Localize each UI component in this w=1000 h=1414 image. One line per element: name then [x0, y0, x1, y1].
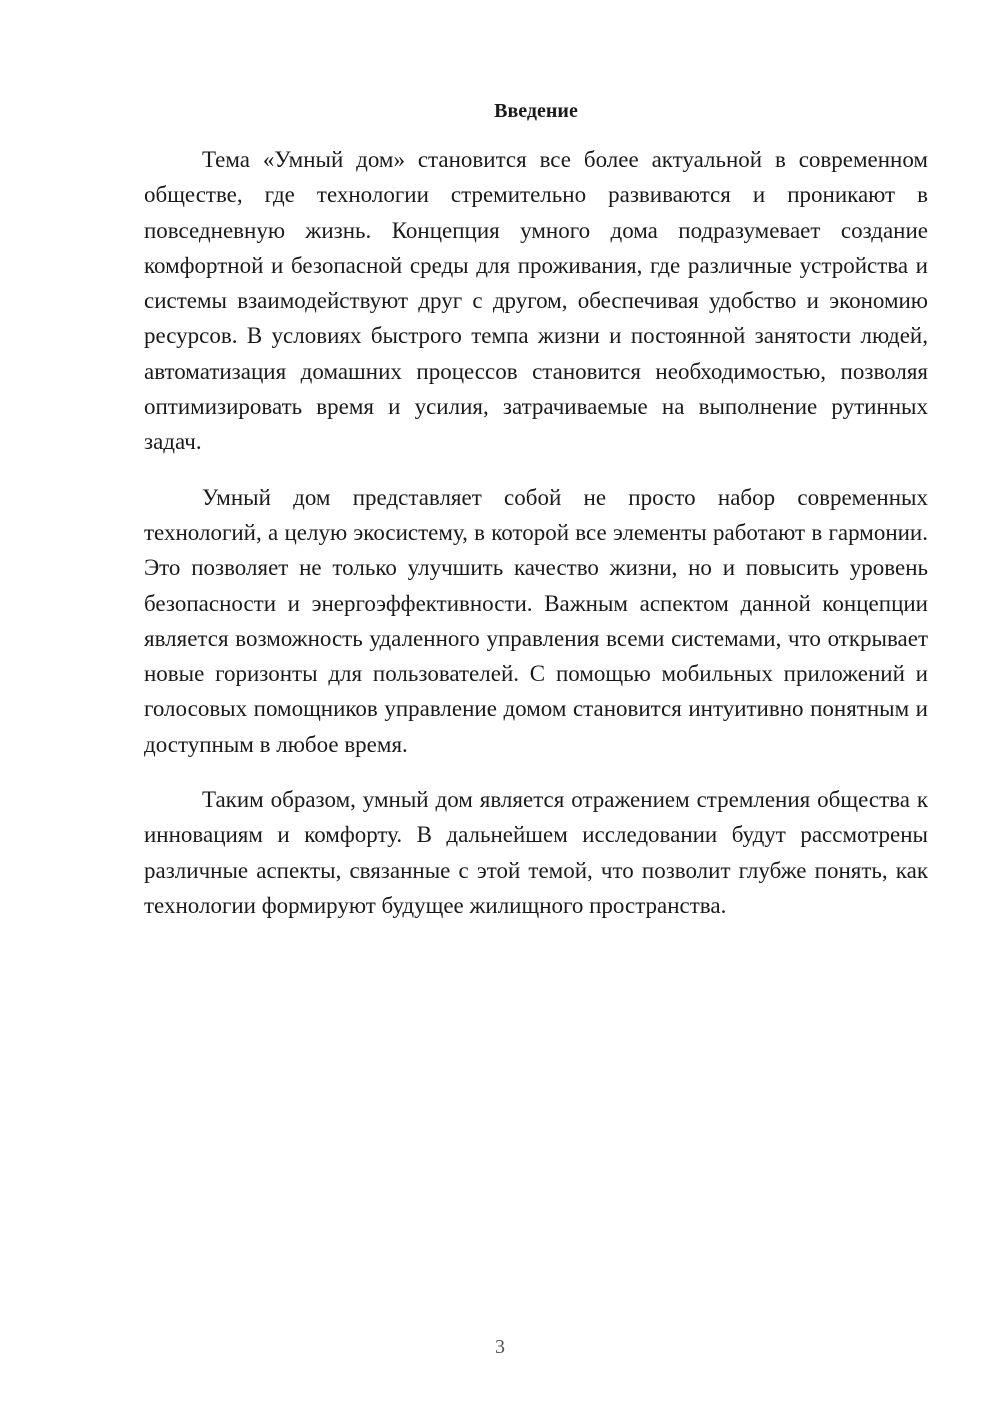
section-heading: Введение — [494, 100, 578, 122]
page-number: 3 — [495, 1336, 505, 1358]
paragraph-3: Таким образом, умный дом является отражением стремления общества к инновациям и комфорту. В дальнейшем исследовании будут рассмотрены различные аспекты, связанные с этой темой, что позволит глубже понять, как технологии формируют будущее жилищного пространства. — [144, 787, 928, 918]
body-text — [144, 142, 928, 943]
paragraph-1: Тема «Умный дом» становится все более актуальной в современном обществе, где технологии стремительно развиваются и проникают в повседневную жизнь. Концепция умного дома подразумевает создание комфортной и безопасной среды для проживания, где различные устройства и системы взаимодействуют друг с другом, обеспечивая удобство и экономию ресурсов. В условиях быстрого темпа жизни и постоянной занятости людей, автоматизация домашних процессов становится необходимостью, позволяя оптимизировать время и усилия, затрачиваемые на выполнение рутинных задач. — [144, 147, 928, 455]
paragraph-2: Умный дом представляет собой не просто набор современных технологий, а целую экосистему, в которой все элементы работают в гармонии. Это позволяет не только улучшить качество жизни, но и повысить уровень безопасности и энергоэффективности. Важным аспектом данной концепции является возможность удаленного управления всеми системами, что открывает новые горизонты для пользователей. С помощью мобильных приложений и голосовых помощников управление домом становится интуитивно понятным и доступным в любое время. — [144, 484, 928, 757]
